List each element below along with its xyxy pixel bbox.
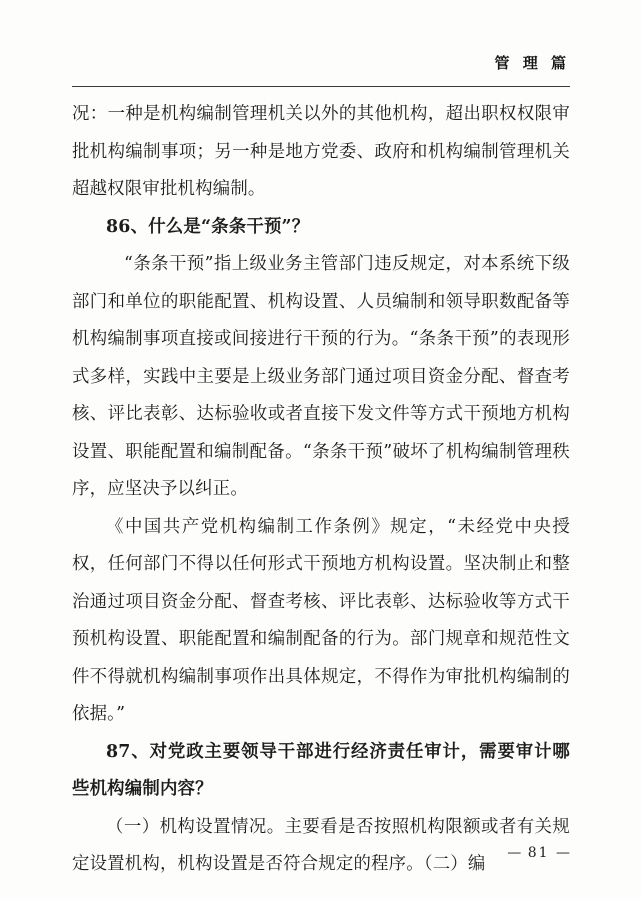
paragraph-answer-86-2: 《中国共产党机构编制工作条例》规定，“未经党中央授权，任何部门不得以任何形式干预地方机构设置。坚决制止和整治通过项目资金分配、督查考核、评比表彰、达标验收等方式干预机构设置、职能配置和编制配备的行为。部门规章和规范性文件不得就机构编制事项作出具体规定，不得作为审批机构编制的依据。”: [72, 516, 570, 724]
paragraph-continuation: 况：一种是机构编制管理机关以外的其他机构，超出职权权限审批机构编制事项；另一种是地方党委、政府和机构编制管理机关超越权限审批机构编制。: [72, 104, 570, 199]
question-heading-86: 86、什么是“条条干预”？: [106, 216, 310, 237]
footer-dash-left: —: [507, 845, 522, 861]
page-header-title: 管 理 篇: [494, 54, 570, 72]
page-body: [72, 96, 570, 884]
page-header: [72, 52, 570, 82]
paragraph-answer-87-1: （一）机构设置情况。主要看是否按照机构限额或者有关规定设置机构，机构设置是否符合规定的程序。（二）编: [72, 816, 570, 874]
header-divider: [72, 86, 570, 87]
paragraph-answer-86-1: “条条干预”指上级业务主管部门违反规定，对本系统下级部门和单位的职能配置、机构设置、人员编制和领导职数配备等机构编制事项直接或间接进行干预的行为。“条条干预”的表现形式多样，实践中主要是上级业务部门通过项目资金分配、督查考核、评比表彰、达标验收或者直接下发文件等方式干预地方机构设置、职能配置和编制配备。“条条干预”破坏了机构编制管理秩序，应坚决予以纠正。: [72, 254, 570, 499]
page-number: 81: [527, 845, 550, 861]
question-heading-87: 87、对党政主要领导干部进行经济责任审计，需要审计哪些机构编制内容？: [72, 741, 570, 799]
page-footer: [0, 845, 570, 861]
footer-dash-right: —: [556, 845, 570, 861]
